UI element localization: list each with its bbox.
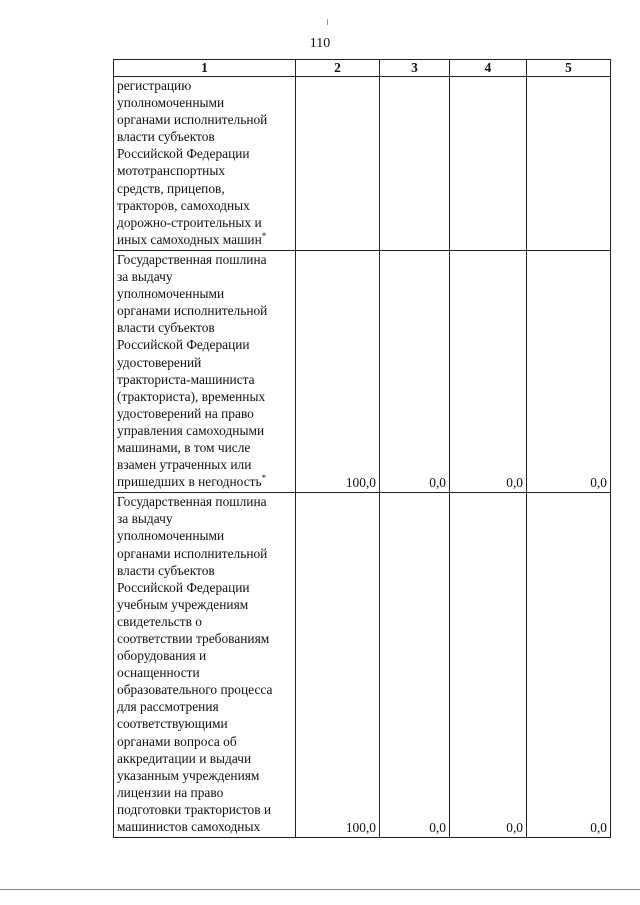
row-name-line: мототранспортных [117, 163, 226, 179]
row-name-line: удостоверений на право [117, 405, 254, 421]
header-row [114, 60, 611, 77]
row-name-cell [114, 250, 296, 492]
row-name-line: власти субъектов [117, 320, 215, 336]
row-name-line: подготовки трактористов и [117, 801, 272, 817]
row-name-line: управления самоходными [117, 422, 265, 438]
value-cell-col-4: 0,0 [450, 250, 527, 492]
row-name-line: пришедших в негодность [117, 474, 262, 490]
row-name-line: соответствующими [117, 716, 228, 732]
row-name-line: Российской Федерации [117, 579, 250, 595]
row-name-line: Российской Федерации [117, 146, 250, 162]
value-cell-col-2 [296, 77, 380, 251]
row-name-line: Государственная пошлина [117, 251, 267, 267]
row-name-line: Российской Федерации [117, 337, 250, 353]
row-name-line: удостоверений [117, 354, 202, 370]
value-cell-col-2: 100,0 [296, 250, 380, 492]
row-name-line: регистрацию [117, 78, 192, 93]
budget-table [113, 59, 611, 838]
value-cell-col-4: 0,0 [450, 493, 527, 838]
value-cell-col-5: 0,0 [527, 250, 611, 492]
row-name-line: уполномоченными [117, 286, 225, 302]
row-name-line: тракториста-машиниста [117, 371, 255, 387]
table-row [114, 77, 611, 251]
value-cell-col-5 [527, 77, 611, 251]
column-header-3: 3 [380, 60, 450, 77]
row-name-line: Государственная пошлина [117, 494, 267, 510]
column-header-2: 2 [296, 60, 380, 77]
row-name-line: органами исполнительной [117, 303, 268, 319]
value-cell-col-3: 0,0 [380, 493, 450, 838]
row-name-line: лицензии на право [117, 784, 224, 800]
row-name-line: свидетельств о [117, 613, 202, 629]
scan-mark [327, 19, 328, 25]
row-name-cell [114, 77, 296, 251]
row-name-line: органами вопроса об [117, 733, 237, 749]
row-name-line: за выдачу [117, 269, 173, 285]
row-name-line: власти субъектов [117, 562, 215, 578]
column-header-5: 5 [527, 60, 611, 77]
row-name-line: аккредитации и выдачи [117, 750, 252, 766]
row-name-line: дорожно-строительных и [117, 214, 262, 230]
column-header-1: 1 [114, 60, 296, 77]
row-name-line: машинами, в том числе [117, 439, 251, 455]
bottom-rule [0, 889, 640, 890]
value-cell-col-2: 100,0 [296, 493, 380, 838]
value-cell-col-3 [380, 77, 450, 251]
row-name-line: машинистов самоходных [117, 819, 261, 835]
row-name-line: оснащенности [117, 665, 200, 681]
row-name-line: взамен утраченных или [117, 457, 252, 473]
row-name-line: соответствии требованиям [117, 631, 270, 646]
row-name-line: учебным учреждениям [117, 596, 249, 612]
row-name-line: органами исполнительной [117, 545, 268, 561]
row-name-line: органами исполнительной [117, 112, 268, 128]
value-cell-col-3: 0,0 [380, 250, 450, 492]
row-name-line: средств, прицепов, [117, 180, 225, 196]
value-cell-col-5: 0,0 [527, 493, 611, 838]
column-header-4: 4 [450, 60, 527, 77]
footnote-mark: * [261, 230, 267, 241]
value-cell-col-4 [450, 77, 527, 251]
row-name-line: для рассмотрения [117, 699, 219, 715]
page-number: 110 [309, 36, 331, 51]
row-name-line: оборудования и [117, 648, 207, 664]
row-name-line: уполномоченными [117, 95, 225, 111]
row-name-line: уполномоченными [117, 528, 225, 544]
row-name-line: тракторов, самоходных [117, 197, 250, 213]
row-name-line: (тракториста), временных [117, 388, 266, 404]
row-name-cell [114, 493, 296, 838]
table-row [114, 250, 611, 492]
row-name-line: за выдачу [117, 511, 173, 527]
table-row [114, 493, 611, 838]
row-name-line: указанным учреждениям [117, 767, 260, 783]
row-name-line: образовательного процесса [117, 682, 273, 698]
row-name-line: власти субъектов [117, 129, 215, 145]
footnote-mark: * [261, 473, 267, 484]
row-name-line: иных самоходных машин [117, 231, 262, 247]
